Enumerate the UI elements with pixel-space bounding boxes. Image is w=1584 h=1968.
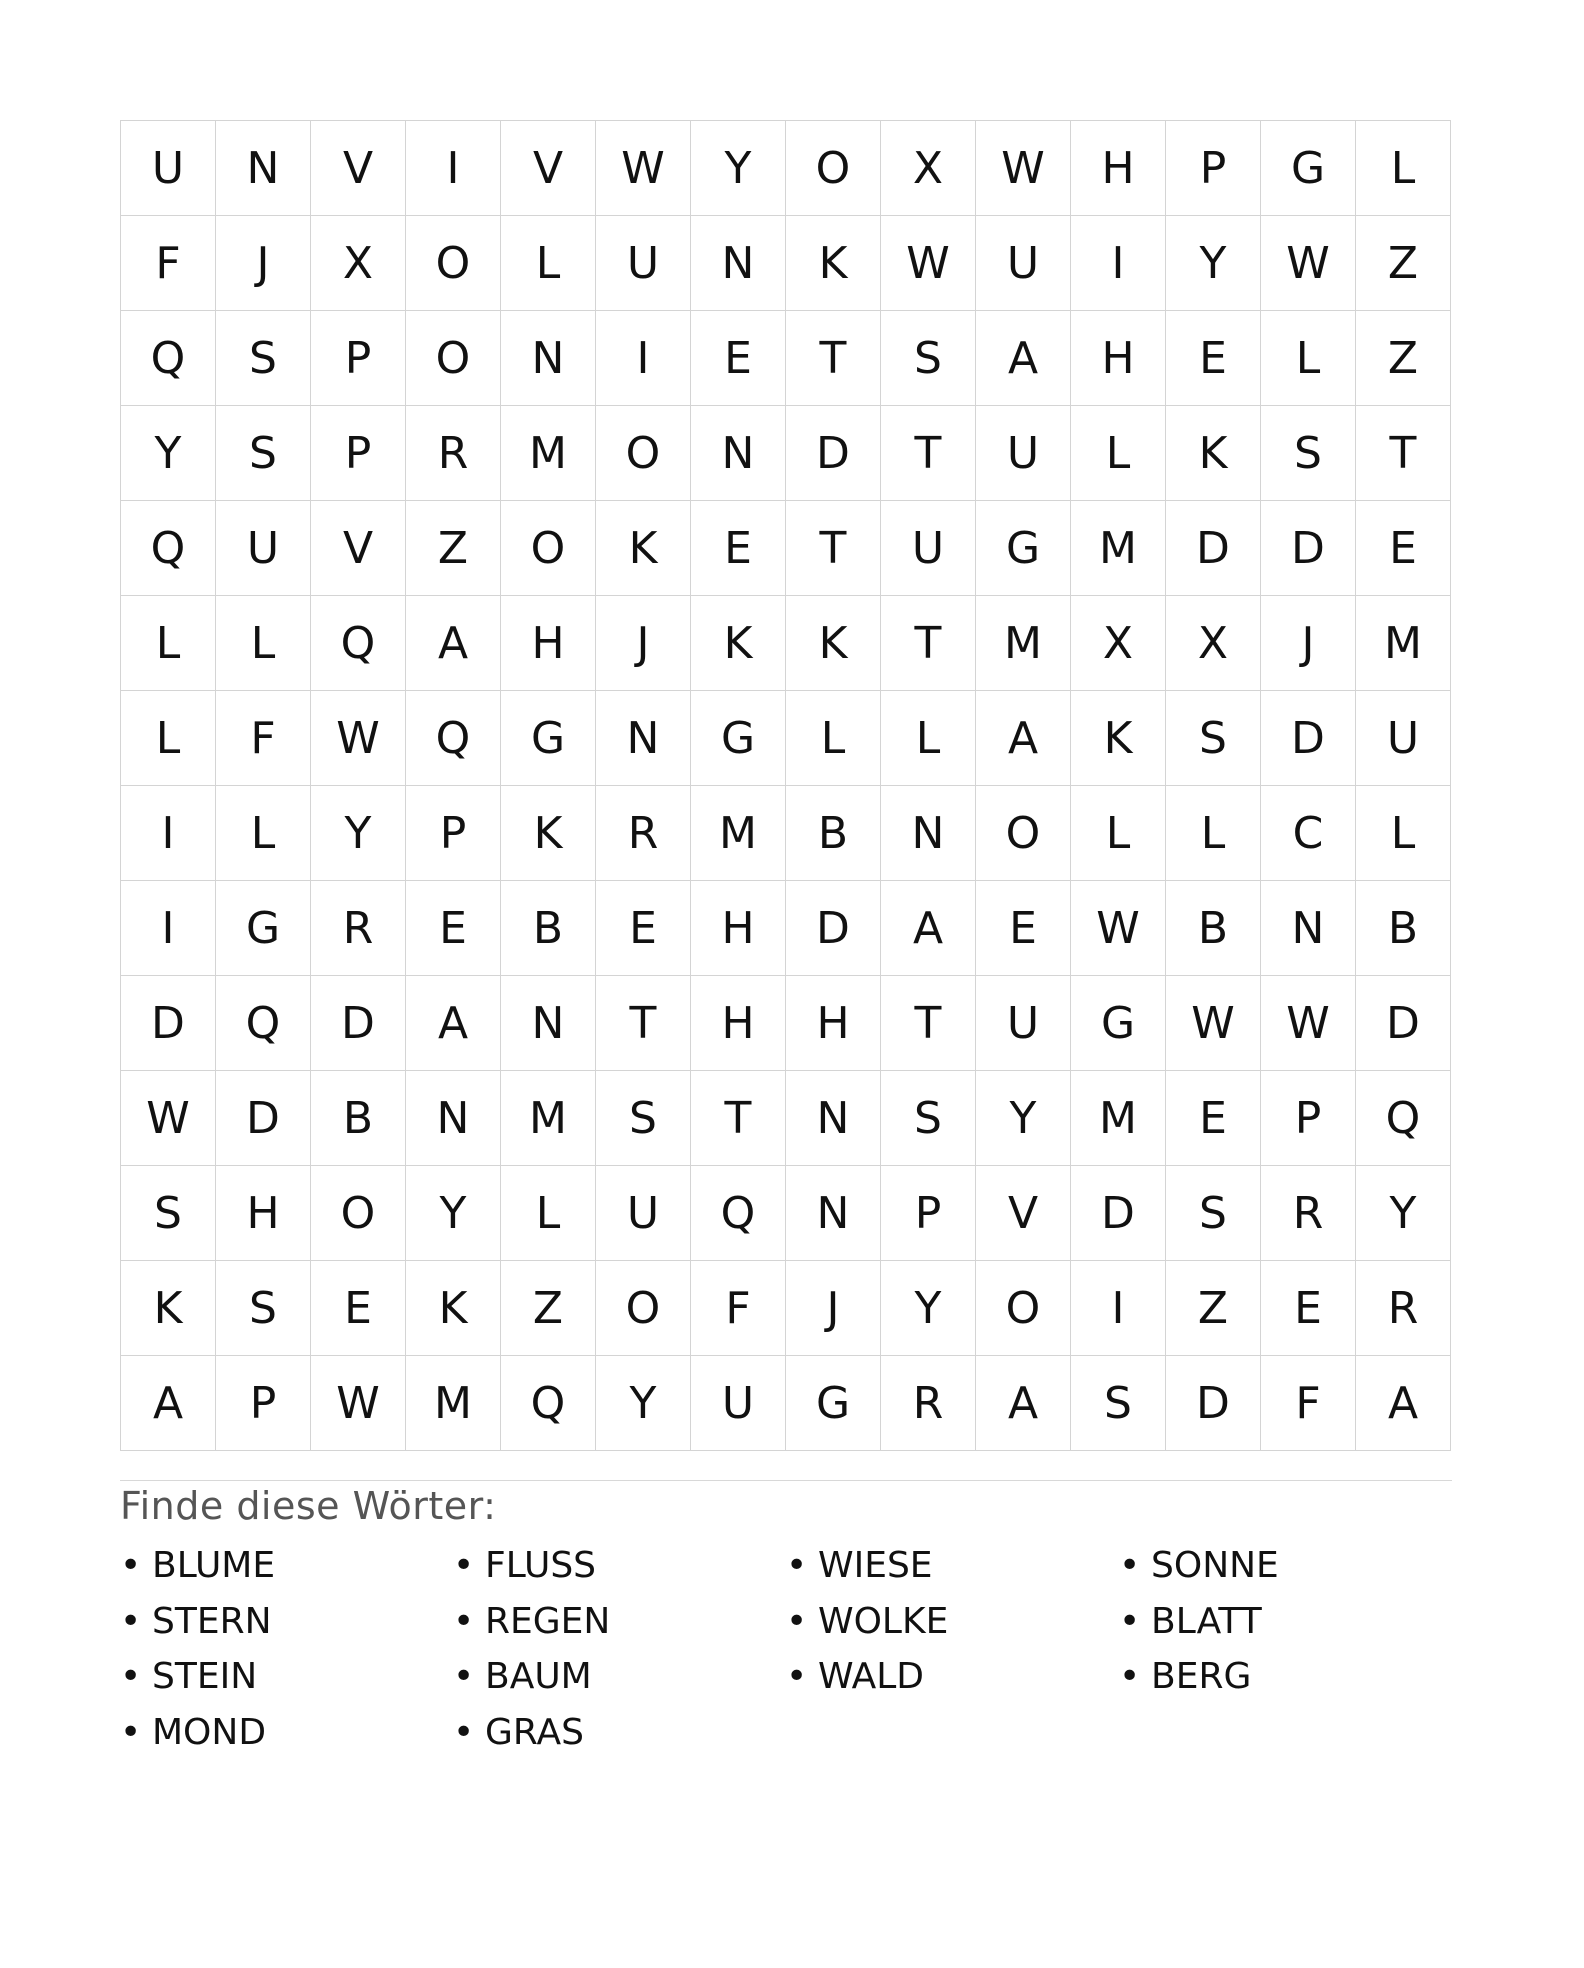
grid-cell[interactable]: K <box>1166 406 1261 501</box>
word-label: GRAS <box>485 1711 584 1753</box>
grid-cell[interactable]: R <box>881 1356 976 1451</box>
grid-cell[interactable]: U <box>596 1166 691 1261</box>
grid-cell[interactable]: O <box>501 501 596 596</box>
word-list-item <box>786 1594 1119 1650</box>
grid-cell[interactable]: K <box>596 501 691 596</box>
grid-cell[interactable]: D <box>1166 1356 1261 1451</box>
word-list-item <box>1119 1594 1452 1650</box>
word-label: STEIN <box>152 1656 258 1697</box>
grid-cell[interactable]: I <box>596 311 691 406</box>
grid-cell[interactable]: E <box>406 881 501 976</box>
grid-cell[interactable]: U <box>596 216 691 311</box>
grid-cell[interactable]: L <box>216 786 311 881</box>
word-list-item <box>453 1594 786 1650</box>
grid-cell[interactable]: T <box>786 311 881 406</box>
grid-cell[interactable]: D <box>1071 1166 1166 1261</box>
grid-cell[interactable]: B <box>311 1071 406 1166</box>
grid-cell[interactable]: Y <box>976 1071 1071 1166</box>
grid-cell[interactable]: T <box>881 976 976 1071</box>
grid-cell[interactable]: N <box>501 311 596 406</box>
grid-cell[interactable]: P <box>406 786 501 881</box>
grid-cell[interactable]: W <box>881 216 976 311</box>
grid-cell[interactable]: M <box>501 1071 596 1166</box>
word-label: WIESE <box>818 1545 933 1586</box>
grid-cell[interactable]: V <box>311 121 406 216</box>
grid-cell[interactable]: W <box>1071 881 1166 976</box>
grid-cell[interactable]: O <box>406 311 501 406</box>
grid-cell[interactable]: O <box>976 786 1071 881</box>
grid-cell[interactable]: L <box>501 1166 596 1261</box>
grid-cell[interactable]: Y <box>881 1261 976 1356</box>
grid-cell[interactable]: A <box>406 976 501 1071</box>
grid-cell[interactable]: B <box>786 786 881 881</box>
grid-cell[interactable]: L <box>786 691 881 786</box>
grid-cell[interactable]: N <box>691 216 786 311</box>
grid-cell[interactable]: Q <box>691 1166 786 1261</box>
grid-cell[interactable]: Y <box>121 406 216 501</box>
word-label: BAUM <box>485 1656 592 1697</box>
grid-cell[interactable]: Z <box>1166 1261 1261 1356</box>
grid-cell[interactable]: K <box>501 786 596 881</box>
grid-cell[interactable]: M <box>691 786 786 881</box>
grid-cell[interactable]: W <box>121 1071 216 1166</box>
grid-cell[interactable]: Q <box>311 596 406 691</box>
grid-cell[interactable]: M <box>501 406 596 501</box>
divider <box>120 1480 1452 1481</box>
grid-cell[interactable]: V <box>976 1166 1071 1261</box>
grid-cell[interactable]: N <box>406 1071 501 1166</box>
grid-cell[interactable]: Y <box>1356 1166 1451 1261</box>
grid-cell[interactable]: K <box>691 596 786 691</box>
grid-cell[interactable]: I <box>1071 216 1166 311</box>
grid-cell[interactable]: H <box>501 596 596 691</box>
grid-cell[interactable]: H <box>1071 311 1166 406</box>
grid-cell[interactable]: N <box>216 121 311 216</box>
grid-cell[interactable]: S <box>881 1071 976 1166</box>
grid-cell[interactable]: Y <box>691 121 786 216</box>
grid-cell[interactable]: Z <box>1356 216 1451 311</box>
grid-cell[interactable]: E <box>1356 501 1451 596</box>
bullet-icon: • <box>1119 1600 1141 1642</box>
grid-cell[interactable]: G <box>691 691 786 786</box>
grid-cell[interactable]: W <box>1261 976 1356 1071</box>
grid-cell[interactable]: D <box>121 976 216 1071</box>
word-list-item <box>453 1538 786 1594</box>
grid-cell[interactable]: L <box>501 216 596 311</box>
grid-cell[interactable]: L <box>1071 406 1166 501</box>
grid-cell[interactable]: N <box>786 1166 881 1261</box>
bullet-icon: • <box>1119 1656 1141 1697</box>
grid-cell[interactable]: Q <box>501 1356 596 1451</box>
grid-cell[interactable]: N <box>786 1071 881 1166</box>
grid-cell[interactable]: B <box>501 881 596 976</box>
grid-cell[interactable]: O <box>406 216 501 311</box>
grid-cell[interactable]: S <box>1261 406 1356 501</box>
grid-cell[interactable]: J <box>596 596 691 691</box>
grid-cell[interactable]: U <box>976 976 1071 1071</box>
grid-cell[interactable]: I <box>121 786 216 881</box>
grid-cell[interactable]: H <box>691 976 786 1071</box>
grid-cell[interactable]: M <box>1071 501 1166 596</box>
grid-cell[interactable]: L <box>1356 786 1451 881</box>
grid-cell[interactable]: N <box>1261 881 1356 976</box>
grid-cell[interactable]: X <box>881 121 976 216</box>
word-list-item <box>1119 1538 1452 1594</box>
grid-cell[interactable]: G <box>976 501 1071 596</box>
bullet-icon: • <box>120 1545 142 1586</box>
grid-cell[interactable]: T <box>881 406 976 501</box>
word-label: BLATT <box>1151 1600 1262 1642</box>
word-list-item <box>120 1538 453 1594</box>
grid-cell[interactable]: E <box>691 311 786 406</box>
grid-cell[interactable]: A <box>976 1356 1071 1451</box>
grid-cell[interactable]: U <box>881 501 976 596</box>
bullet-icon: • <box>786 1600 808 1642</box>
word-label: BERG <box>1151 1656 1252 1697</box>
word-label: FLUSS <box>485 1545 597 1586</box>
grid-cell[interactable]: Q <box>1356 1071 1451 1166</box>
grid-cell[interactable]: D <box>216 1071 311 1166</box>
grid-cell[interactable]: S <box>216 311 311 406</box>
grid-cell[interactable]: T <box>596 976 691 1071</box>
word-label: STERN <box>152 1600 272 1642</box>
grid-cell[interactable]: S <box>881 311 976 406</box>
grid-cell[interactable]: L <box>1071 786 1166 881</box>
grid-cell[interactable]: E <box>311 1261 406 1356</box>
grid-cell[interactable]: X <box>311 216 406 311</box>
grid-cell[interactable]: Y <box>596 1356 691 1451</box>
grid-cell[interactable]: T <box>1356 406 1451 501</box>
grid-cell[interactable]: K <box>121 1261 216 1356</box>
word-list-item <box>453 1649 786 1705</box>
grid-cell[interactable]: X <box>1071 596 1166 691</box>
word-list-item <box>453 1705 786 1761</box>
grid-cell[interactable]: Q <box>406 691 501 786</box>
grid-cell[interactable]: R <box>406 406 501 501</box>
grid-cell[interactable]: L <box>881 691 976 786</box>
word-label: BLUME <box>152 1545 276 1586</box>
grid-cell[interactable]: S <box>596 1071 691 1166</box>
word-list-item <box>120 1594 453 1650</box>
grid-cell[interactable]: K <box>786 596 881 691</box>
grid-cell[interactable]: H <box>691 881 786 976</box>
grid-cell[interactable]: D <box>1261 501 1356 596</box>
grid-cell[interactable]: H <box>216 1166 311 1261</box>
grid-cell[interactable]: M <box>1071 1071 1166 1166</box>
grid-cell[interactable]: M <box>976 596 1071 691</box>
grid-cell[interactable]: S <box>1166 691 1261 786</box>
grid-cell[interactable]: V <box>311 501 406 596</box>
grid-cell[interactable]: T <box>881 596 976 691</box>
grid-cell[interactable]: P <box>1166 121 1261 216</box>
grid-cell[interactable]: E <box>596 881 691 976</box>
grid-cell[interactable]: L <box>121 691 216 786</box>
grid-cell[interactable]: Q <box>216 976 311 1071</box>
grid-cell[interactable]: O <box>786 121 881 216</box>
grid-cell[interactable]: A <box>976 691 1071 786</box>
bullet-icon: • <box>453 1656 475 1697</box>
grid-cell[interactable]: N <box>501 976 596 1071</box>
word-label: MOND <box>152 1711 267 1753</box>
grid-cell[interactable]: F <box>1261 1356 1356 1451</box>
grid-cell[interactable]: G <box>1261 121 1356 216</box>
word-list-item <box>120 1649 453 1705</box>
grid-cell[interactable]: G <box>501 691 596 786</box>
grid-cell[interactable]: H <box>1071 121 1166 216</box>
grid-cell[interactable]: E <box>1261 1261 1356 1356</box>
grid-cell[interactable]: K <box>1071 691 1166 786</box>
grid-cell[interactable]: Q <box>121 311 216 406</box>
grid-cell[interactable]: Z <box>406 501 501 596</box>
word-list-item <box>786 1649 1119 1705</box>
word-list-title: Finde diese Wörter: <box>120 1484 497 1528</box>
grid-cell[interactable]: L <box>1166 786 1261 881</box>
bullet-icon: • <box>120 1711 142 1753</box>
grid-cell[interactable]: J <box>1261 596 1356 691</box>
grid-cell[interactable]: L <box>121 596 216 691</box>
grid-cell[interactable]: O <box>596 406 691 501</box>
grid-cell[interactable]: W <box>311 691 406 786</box>
word-list-item <box>1119 1649 1452 1705</box>
grid-cell[interactable]: R <box>1261 1166 1356 1261</box>
grid-cell[interactable]: U <box>121 121 216 216</box>
grid-cell[interactable]: S <box>1166 1166 1261 1261</box>
grid-cell[interactable]: T <box>691 1071 786 1166</box>
grid-cell[interactable]: D <box>786 406 881 501</box>
grid-cell[interactable]: R <box>311 881 406 976</box>
grid-cell[interactable]: A <box>881 881 976 976</box>
grid-cell[interactable]: G <box>216 881 311 976</box>
grid-cell[interactable]: A <box>1356 1356 1451 1451</box>
grid-cell[interactable]: U <box>976 216 1071 311</box>
bullet-icon: • <box>453 1600 475 1642</box>
word-list <box>120 1538 1460 1760</box>
grid-cell[interactable]: Z <box>1356 311 1451 406</box>
grid-cell[interactable]: K <box>786 216 881 311</box>
grid-cell[interactable]: L <box>1356 121 1451 216</box>
grid-cell[interactable]: B <box>1356 881 1451 976</box>
grid-cell[interactable]: G <box>1071 976 1166 1071</box>
bullet-icon: • <box>786 1656 808 1697</box>
grid-cell[interactable]: S <box>1071 1356 1166 1451</box>
grid-cell[interactable]: A <box>406 596 501 691</box>
grid-cell[interactable]: D <box>1356 976 1451 1071</box>
grid-cell[interactable]: P <box>311 406 406 501</box>
grid-cell[interactable]: A <box>976 311 1071 406</box>
grid-cell[interactable]: W <box>1261 216 1356 311</box>
grid-cell[interactable]: Y <box>1166 216 1261 311</box>
grid-cell[interactable]: I <box>121 881 216 976</box>
grid-cell[interactable]: U <box>976 406 1071 501</box>
grid-cell[interactable]: T <box>786 501 881 596</box>
grid-cell[interactable]: D <box>311 976 406 1071</box>
grid-cell[interactable]: W <box>1166 976 1261 1071</box>
grid-cell[interactable]: M <box>406 1356 501 1451</box>
grid-cell[interactable]: F <box>121 216 216 311</box>
grid-cell[interactable]: G <box>786 1356 881 1451</box>
grid-cell[interactable]: U <box>691 1356 786 1451</box>
grid-cell[interactable]: F <box>691 1261 786 1356</box>
grid-cell[interactable]: L <box>216 596 311 691</box>
grid-cell[interactable]: E <box>1166 1071 1261 1166</box>
grid-cell[interactable]: W <box>976 121 1071 216</box>
grid-cell[interactable]: R <box>596 786 691 881</box>
grid-cell[interactable]: E <box>976 881 1071 976</box>
grid-cell[interactable]: Y <box>311 786 406 881</box>
grid-cell[interactable]: N <box>881 786 976 881</box>
bullet-icon: • <box>120 1600 142 1642</box>
grid-cell[interactable]: P <box>311 311 406 406</box>
word-label: WOLKE <box>818 1600 949 1642</box>
grid-cell[interactable]: P <box>881 1166 976 1261</box>
grid-cell[interactable]: S <box>121 1166 216 1261</box>
grid-cell[interactable]: I <box>406 121 501 216</box>
grid-cell[interactable]: H <box>786 976 881 1071</box>
grid-cell[interactable]: D <box>786 881 881 976</box>
grid-cell[interactable]: N <box>596 691 691 786</box>
grid-cell[interactable]: S <box>216 1261 311 1356</box>
grid-cell[interactable]: U <box>1356 691 1451 786</box>
grid-cell[interactable]: J <box>216 216 311 311</box>
grid-cell[interactable]: O <box>311 1166 406 1261</box>
grid-cell[interactable]: F <box>216 691 311 786</box>
bullet-icon: • <box>453 1545 475 1586</box>
grid-cell[interactable]: K <box>406 1261 501 1356</box>
grid-cell[interactable]: M <box>1356 596 1451 691</box>
grid-cell[interactable]: V <box>501 121 596 216</box>
grid-cell[interactable]: O <box>596 1261 691 1356</box>
word-search-grid <box>120 120 1451 1451</box>
word-label: REGEN <box>485 1600 611 1642</box>
grid-cell[interactable]: C <box>1261 786 1356 881</box>
bullet-icon: • <box>1119 1545 1141 1586</box>
grid-cell[interactable]: L <box>1261 311 1356 406</box>
grid-cell[interactable]: P <box>216 1356 311 1451</box>
grid-cell[interactable]: B <box>1166 881 1261 976</box>
bullet-icon: • <box>786 1545 808 1586</box>
word-label: WALD <box>818 1656 925 1697</box>
grid-cell[interactable]: A <box>121 1356 216 1451</box>
grid-cell[interactable]: D <box>1261 691 1356 786</box>
grid-cell[interactable]: D <box>1166 501 1261 596</box>
grid-cell[interactable]: S <box>216 406 311 501</box>
grid-cell[interactable]: U <box>216 501 311 596</box>
word-list-item <box>786 1538 1119 1594</box>
grid-cell[interactable]: Z <box>501 1261 596 1356</box>
grid-cell[interactable]: Q <box>121 501 216 596</box>
grid-cell[interactable]: Y <box>406 1166 501 1261</box>
grid-cell[interactable]: R <box>1356 1261 1451 1356</box>
grid-cell[interactable]: O <box>976 1261 1071 1356</box>
grid-cell[interactable]: W <box>311 1356 406 1451</box>
grid-cell[interactable]: P <box>1261 1071 1356 1166</box>
grid-cell[interactable]: E <box>1166 311 1261 406</box>
grid-cell[interactable]: X <box>1166 596 1261 691</box>
grid-cell[interactable]: N <box>691 406 786 501</box>
bullet-icon: • <box>453 1711 475 1753</box>
grid-cell[interactable]: I <box>1071 1261 1166 1356</box>
bullet-icon: • <box>120 1656 142 1697</box>
grid-cell[interactable]: E <box>691 501 786 596</box>
grid-cell[interactable]: J <box>786 1261 881 1356</box>
word-list-item <box>120 1705 453 1761</box>
grid-cell[interactable]: W <box>596 121 691 216</box>
word-label: SONNE <box>1151 1545 1279 1586</box>
